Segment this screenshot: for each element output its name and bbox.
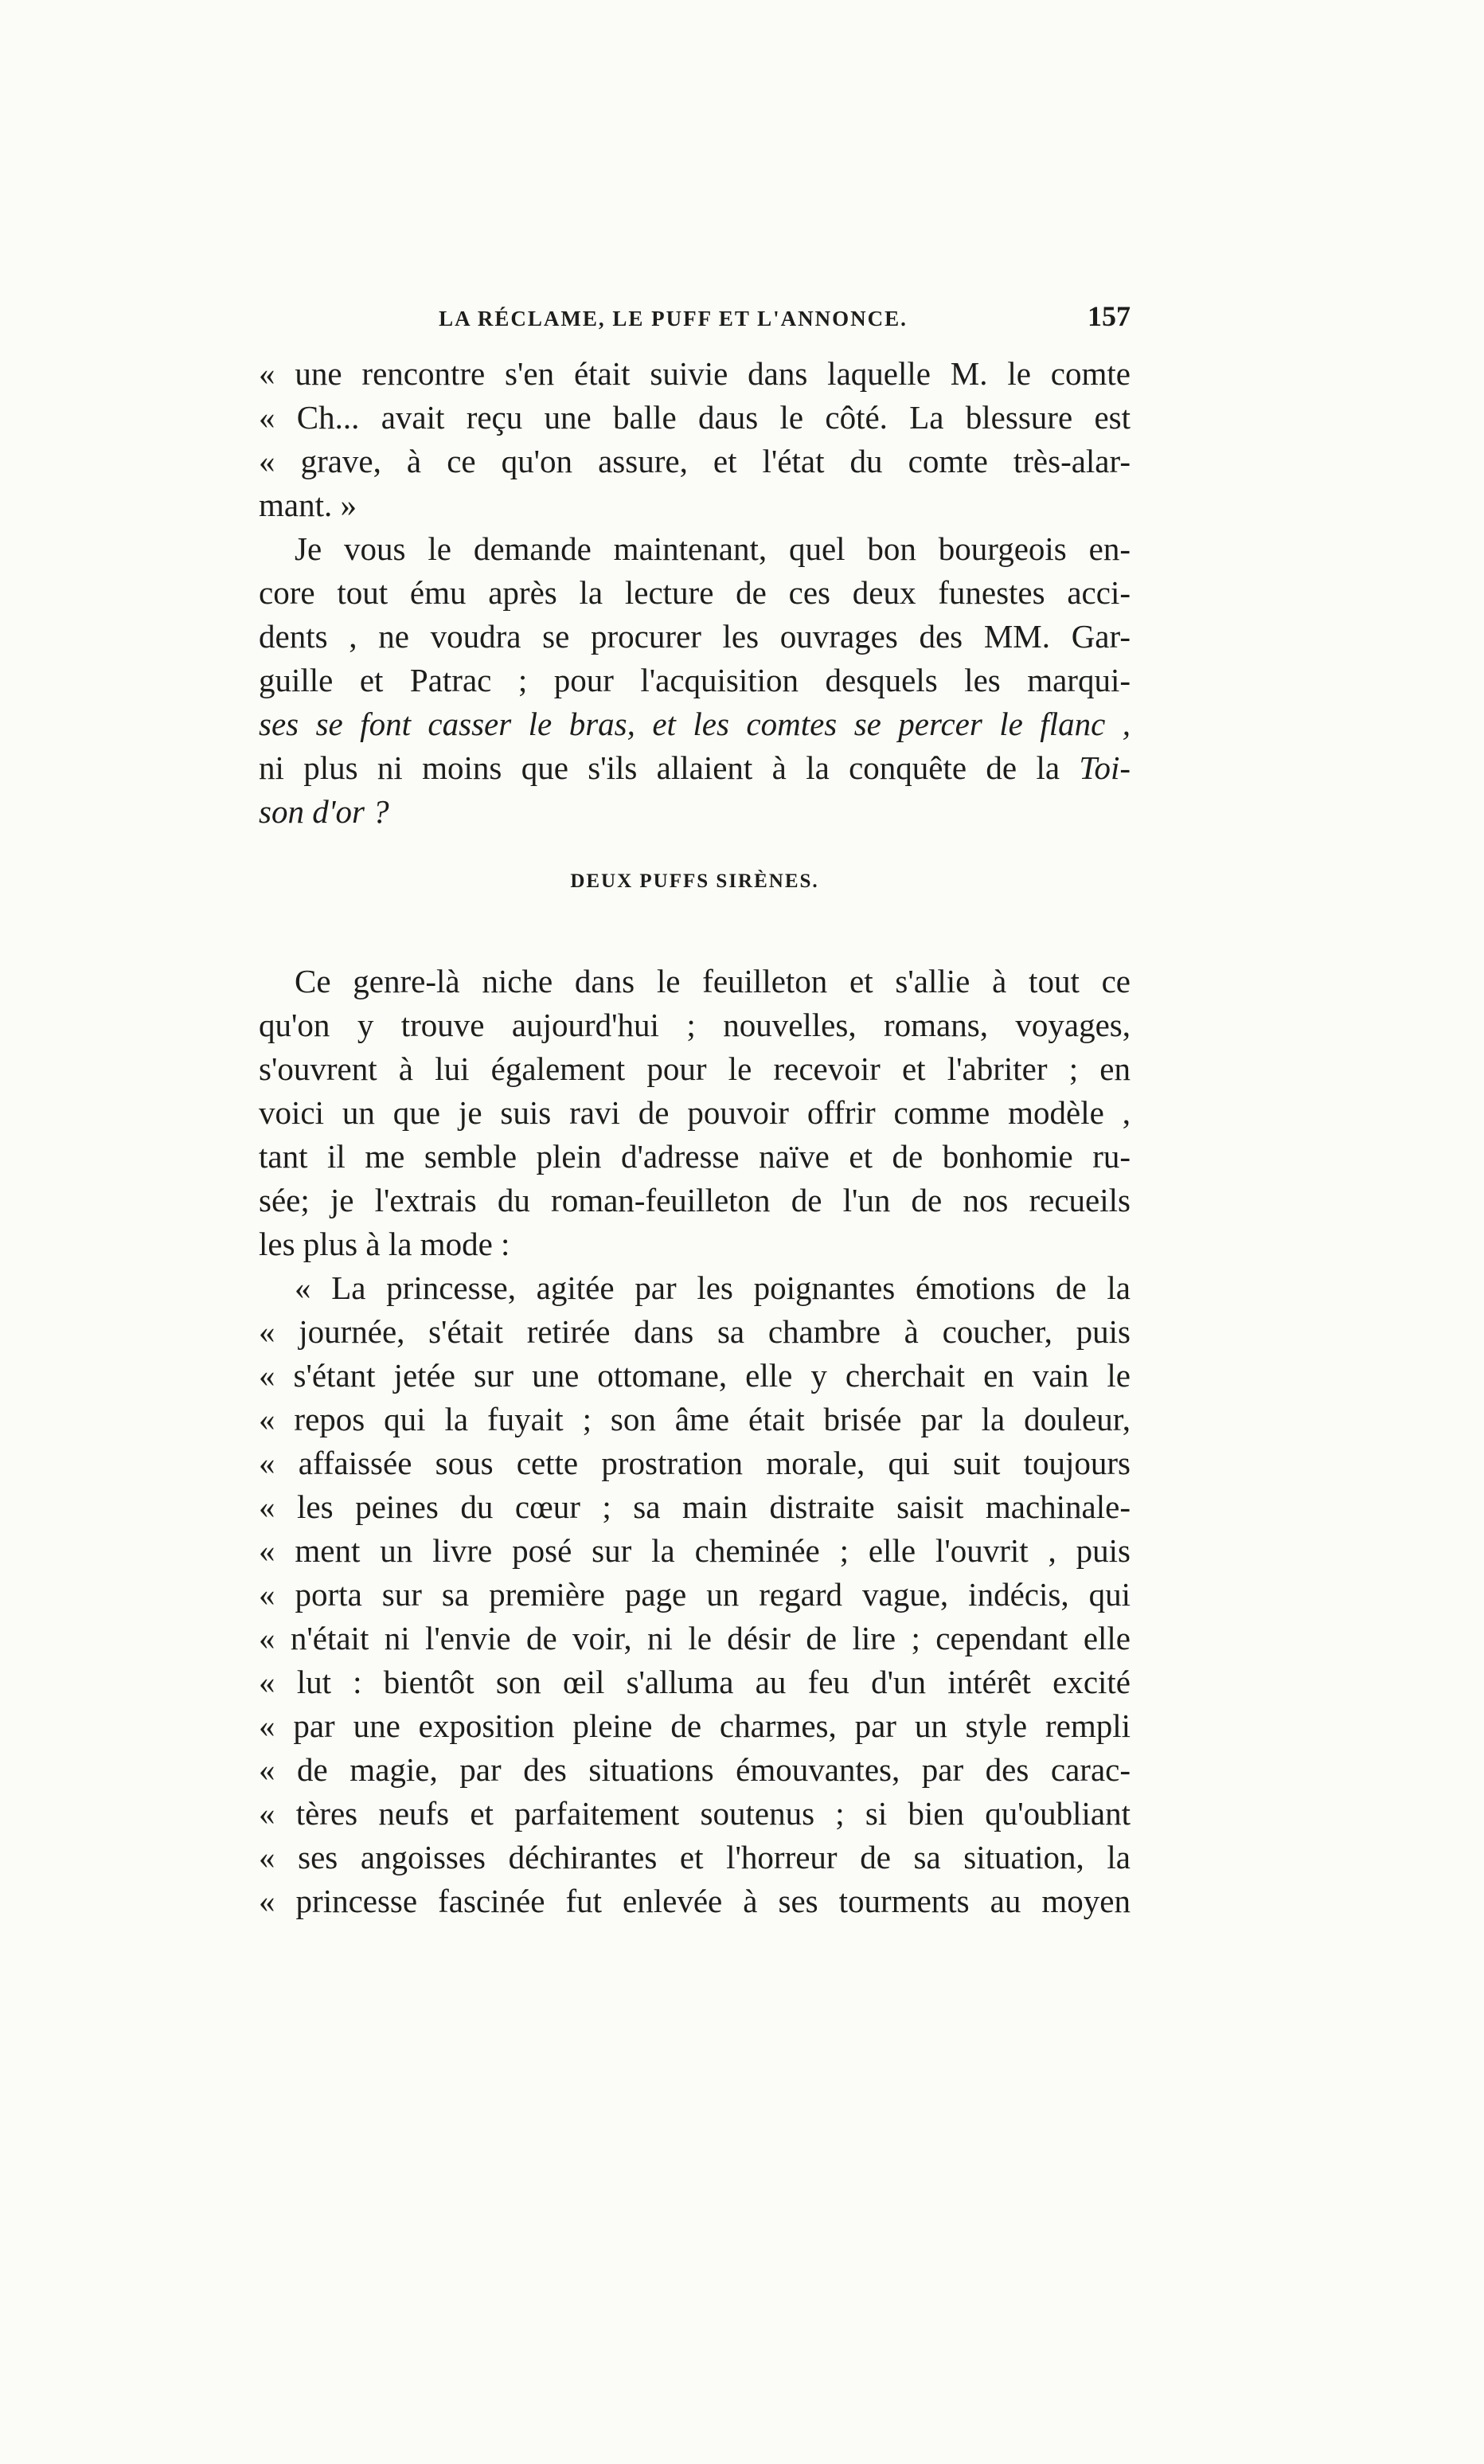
text-line: qu'on y trouve aujourd'hui ; nouvelles, romans, voyages, — [259, 1007, 1131, 1043]
text-line: guille et Patrac ; pour l'acquisition desquels les marqui- — [259, 662, 1131, 698]
text-line: sée; je l'extrais du roman-feuilleton de l'un de nos recueils — [259, 1182, 1131, 1218]
text-line: « repos qui la fuyait ; son âme était brisée par la douleur, — [259, 1401, 1131, 1437]
text-line: Je vous le demande maintenant, quel bon bourgeois en- — [295, 530, 1131, 567]
text-line: core tout ému après la lecture de ces deux funestes acci- — [259, 574, 1131, 611]
text-line — [259, 702, 1131, 746]
text-line: « s'étant jetée sur une ottomane, elle y cherchait en vain le — [259, 1357, 1131, 1394]
text-line: tant il me semble plein d'adresse naïve et de bonhomie ru- — [259, 1138, 1131, 1175]
text-line: « les peines du cœur ; sa main distraite saisit machinale- — [259, 1488, 1131, 1525]
paragraph-block-2 — [259, 960, 1131, 1923]
text-line: « tères neufs et parfaitement soutenus ; si bien qu'oubliant — [259, 1795, 1131, 1832]
text-line: mant. » — [259, 487, 357, 523]
text-line: « grave, à ce qu'on assure, et l'état du comte très-alar- — [259, 443, 1131, 479]
text-line: dents , ne voudra se procurer les ouvrages des MM. Gar- — [259, 618, 1131, 655]
text-line: Ce genre-là niche dans le feuilleton et s'allie à tout ce — [295, 963, 1131, 999]
page-header — [259, 299, 1131, 333]
italic-phrase: ses se font casser le bras, et les comtes se percer le flanc , — [259, 706, 1131, 742]
text-line: « Ch... avait reçu une balle daus le côté. La blessure est — [259, 399, 1131, 436]
text-line: « de magie, par des situations émouvantes, par des carac- — [259, 1751, 1131, 1788]
text-line: les plus à la mode : — [259, 1226, 510, 1262]
text-line: « n'était ni l'envie de voir, ni le désir de lire ; cependant elle — [259, 1620, 1131, 1656]
italic-phrase: Toi- — [1079, 749, 1131, 786]
running-head: LA RÉCLAME, LE PUFF ET L'ANNONCE. — [439, 307, 908, 330]
text-line — [259, 746, 1131, 790]
text-line: « journée, s'était retirée dans sa chambre à coucher, puis — [259, 1313, 1131, 1350]
text-line: « affaissée sous cette prostration morale, qui suit toujours — [259, 1445, 1131, 1481]
text-line: « ment un livre posé sur la cheminée ; elle l'ouvrit , puis — [259, 1532, 1131, 1569]
text-line: voici un que je suis ravi de pouvoir offrir comme modèle , — [259, 1094, 1131, 1131]
text-line: « porta sur sa première page un regard vague, indécis, qui — [259, 1576, 1131, 1613]
section-title: DEUX PUFFS SIRÈNES. — [570, 870, 819, 892]
text-line: s'ouvrent à lui également pour le recevoir et l'abriter ; en — [259, 1050, 1131, 1087]
text-line: « La princesse, agitée par les poignantes émotions de la — [295, 1269, 1131, 1306]
page-number: 157 — [1088, 300, 1131, 332]
text-line: « princesse fascinée fut enlevée à ses tourments au moyen — [259, 1883, 1131, 1919]
text-line: « par une exposition pleine de charmes, par un style rempli — [259, 1707, 1131, 1744]
paragraph-block-1 — [259, 352, 1131, 834]
text-line: « lut : bientôt son œil s'alluma au feu d'un intérêt excité — [259, 1664, 1131, 1700]
text-line: « ses angoisses déchirantes et l'horreur de sa situation, la — [259, 1839, 1131, 1875]
text-line: « une rencontre s'en était suivie dans laquelle M. le comte — [259, 355, 1131, 392]
text-line: son d'or ? — [259, 793, 389, 830]
text-segment: ni plus ni moins que s'ils allaient à la conquête de la — [259, 749, 1080, 786]
